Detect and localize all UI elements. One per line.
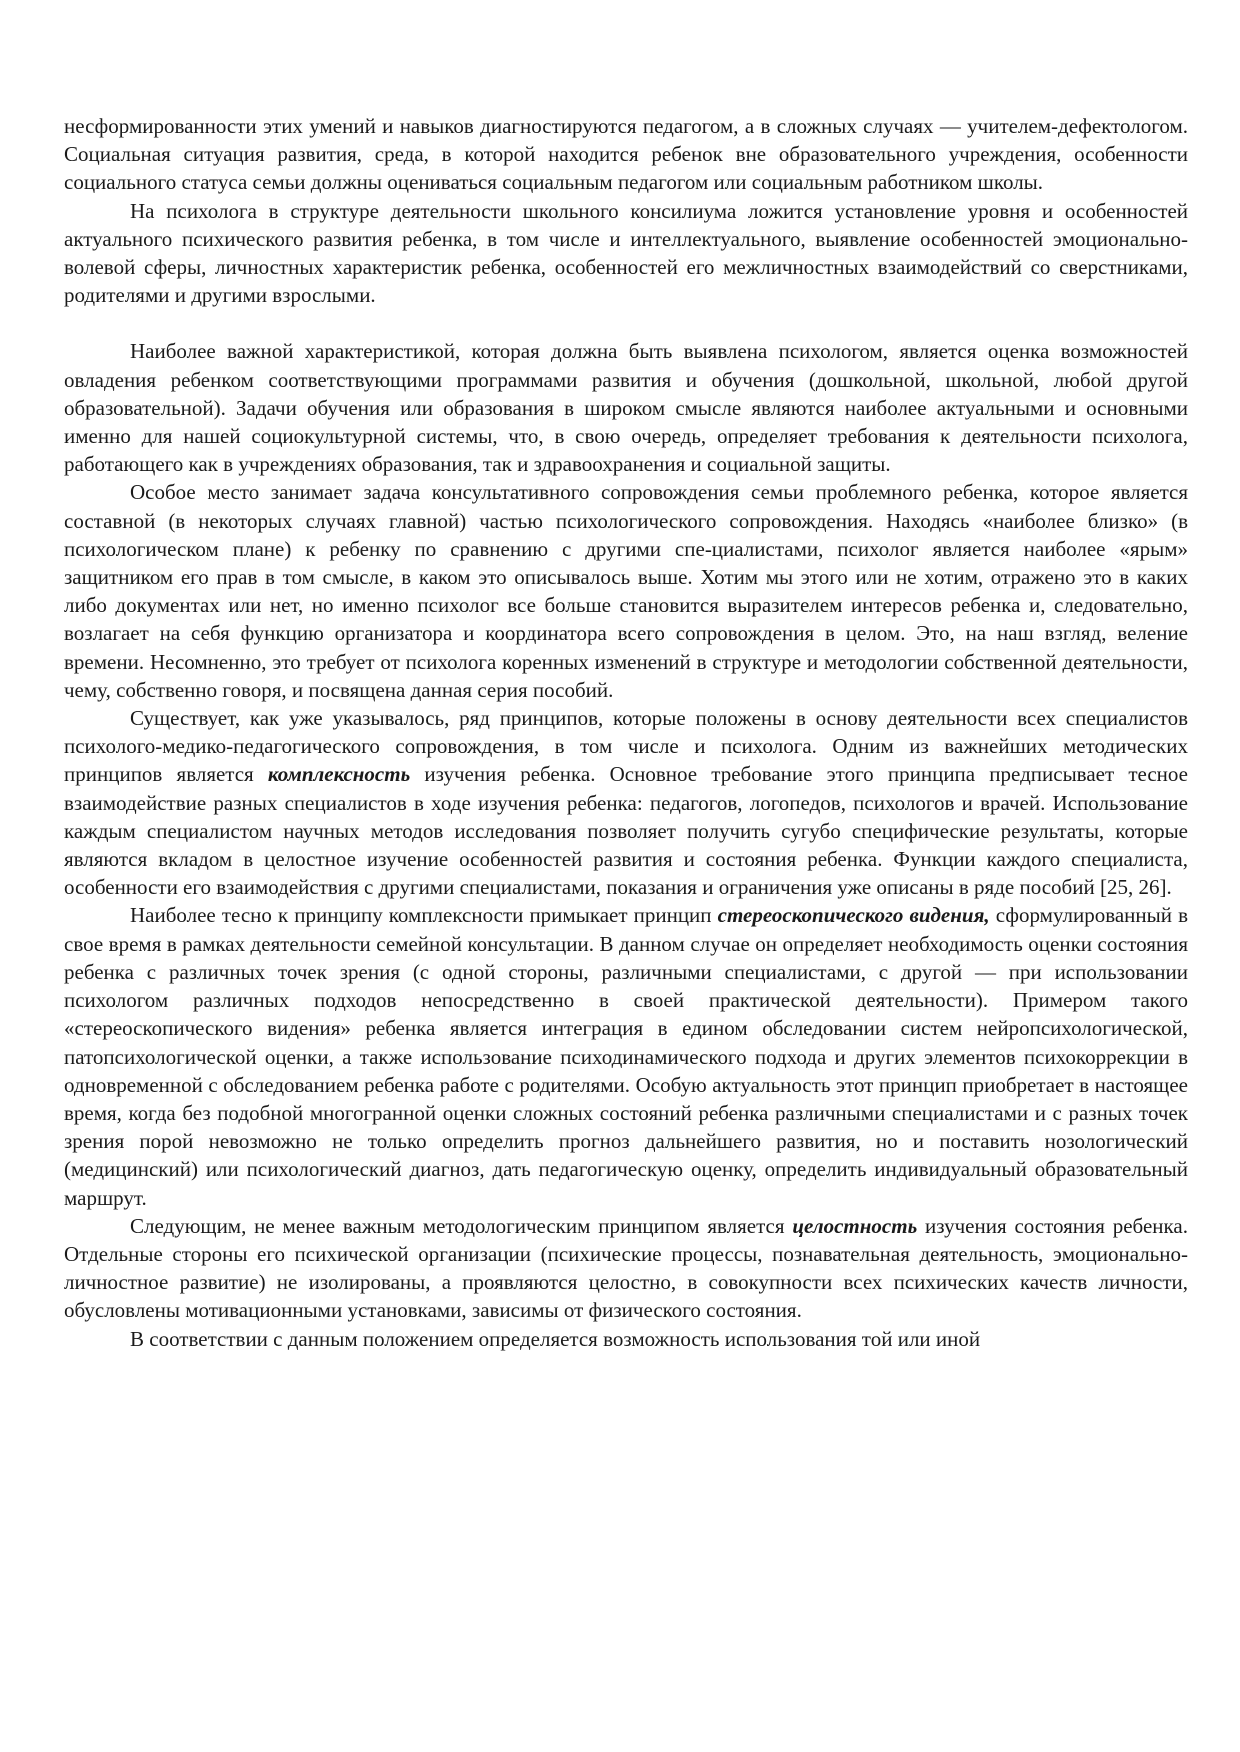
paragraph-8: В соответствии с данным положением определяется возможность использования той или иной xyxy=(130,1326,981,1351)
emphasis-complexity: комплексность xyxy=(267,762,411,787)
emphasis-integrity: целостность xyxy=(792,1213,918,1238)
paragraph-5 xyxy=(64,704,1188,901)
paragraph-2: На психолога в структуре деятельности школьного консилиума ложится установление уровня и особенностей актуального психического развития ребенка, в том числе и интеллектуального, выявление особенностей эмоционально-волевой сферы, личностных характеристик ребенка, особенностей его межличностных взаимодействий со сверстниками, родителями и другими взрослыми. xyxy=(64,198,1188,308)
paragraph-5-text-before: Существует, как уже указывалось, ряд принципов, которые положены в основу деятельности всех специалистов психолого-медико-педагогического сопровождения, в том числе и психолога. Одним из важнейших методических принципов является xyxy=(64,706,1188,787)
paragraph-7-text-after: изучения состояния ребенка. Отдельные стороны его психической организации (психические процессы, познавательная деятельность, эмоционально-личностное развитие) не изолированы, а проявляются целостно, в совокупности всех психических качеств личности, обусловлены мотивационными установками, зависимы от физического состояния. xyxy=(64,1213,1188,1323)
paragraph-3: Наиболее важной характеристикой, которая должна быть выявлена психологом, является оценка возможностей овладения ребенком соответствующими программами развития и обучения (дошкольной, школьной, любой другой образовательной). Задачи обучения или образования в широком смысле являются наиболее актуальными и основными именно для нашей социокультурной системы, что, в свою очередь, определяет требования к деятельности психолога, работающего как в учреждениях образования, так и здравоохранения и социальной защиты. xyxy=(64,339,1188,477)
paragraph-7-text-before: Следующим, не менее важным методологическим принципом является xyxy=(130,1213,793,1238)
paragraph-6-text-after: сформулированный в свое время в рамках деятельности семейной консультации. В данном случае он определяет необходимость оценки состояния ребенка с различных точек зрения (с одной стороны, различными специалистами, с другой — при использовании психологом различных подходов непосредственно в своей практической деятельности). Примером такого «стереоскопического видения» ребенка является интеграция в едином обследовании систем нейропсихологической, патопсихологической оценки, а также использование психодинамического подхода и других элементов психокоррекции в одновременной с обследованием ребенка работе с родителями. Особую актуальность этот принцип приобретает в настоящее время, когда без подобной многогранной оценки сложных состояний ребенка различными специалистами и с разных точек зрения порой невозможно не только определить прогноз дальнейшего развития, но и поставить нозологический (медицинский) или психологический диагноз, дать педагогическую оценку, определить индивидуальный образовательный маршрут. xyxy=(64,903,1188,1210)
paragraph-5-text-after: изучения ребенка. Основное требование этого принципа предписывает тесное взаимодействие разных специалистов в ходе изучения ребенка: педагогов, логопедов, психологов и врачей. Использование каждым специалистом научных методов исследования позволяет получить сугубо специфические результаты, которые являются вкладом в целостное изучение особенностей развития и состояния ребенка. Функции каждого специалиста, особенности его взаимодействия с другими специалистами, показания и ограничения уже описаны в ряде пособий [25, 26]. xyxy=(64,762,1188,900)
paragraph-4: Особое место занимает задача консультативного сопровождения семьи проблемного ребенка, которое является составной (в некоторых случаях главной) частью психологического сопровождения. Находясь «наиболее близко» (в психологическом плане) к ребенку по сравнению с другими спе-циалистами, психолог является наиболее «ярым» защитником его прав в том смысле, в каком это описывалось выше. Хотим мы этого или не хотим, отражено это в каких либо документах или нет, но именно психолог все больше становится выразителем интересов ребенка и, следовательно, возлагает на себя функцию организатора и координатора всего сопровождения в целом. Это, на наш взгляд, веление времени. Несомненно, это требует от психолога коренных изменений в структуре и методологии собственной деятельности, чему, собственно говоря, и посвящена данная серия пособий. xyxy=(64,480,1188,702)
document-page xyxy=(64,112,1188,1353)
paragraph-6-text-before: Наиболее тесно к принципу комплексности примыкает принцип xyxy=(130,903,718,928)
emphasis-stereoscopic-vision: стереоскопического видения, xyxy=(717,903,990,928)
paragraph-7 xyxy=(64,1212,1188,1325)
paragraph-1: несформированности этих умений и навыков диагностируются педагогом, а в сложных случаях — учителем-дефектологом. Социальная ситуация развития, среда, в которой находится ребенок вне образовательного учреждения, особенности социального статуса семьи должны оцениваться социальным педагогом или социальным работником школы. xyxy=(64,114,1188,195)
paragraph-6 xyxy=(64,901,1188,1211)
